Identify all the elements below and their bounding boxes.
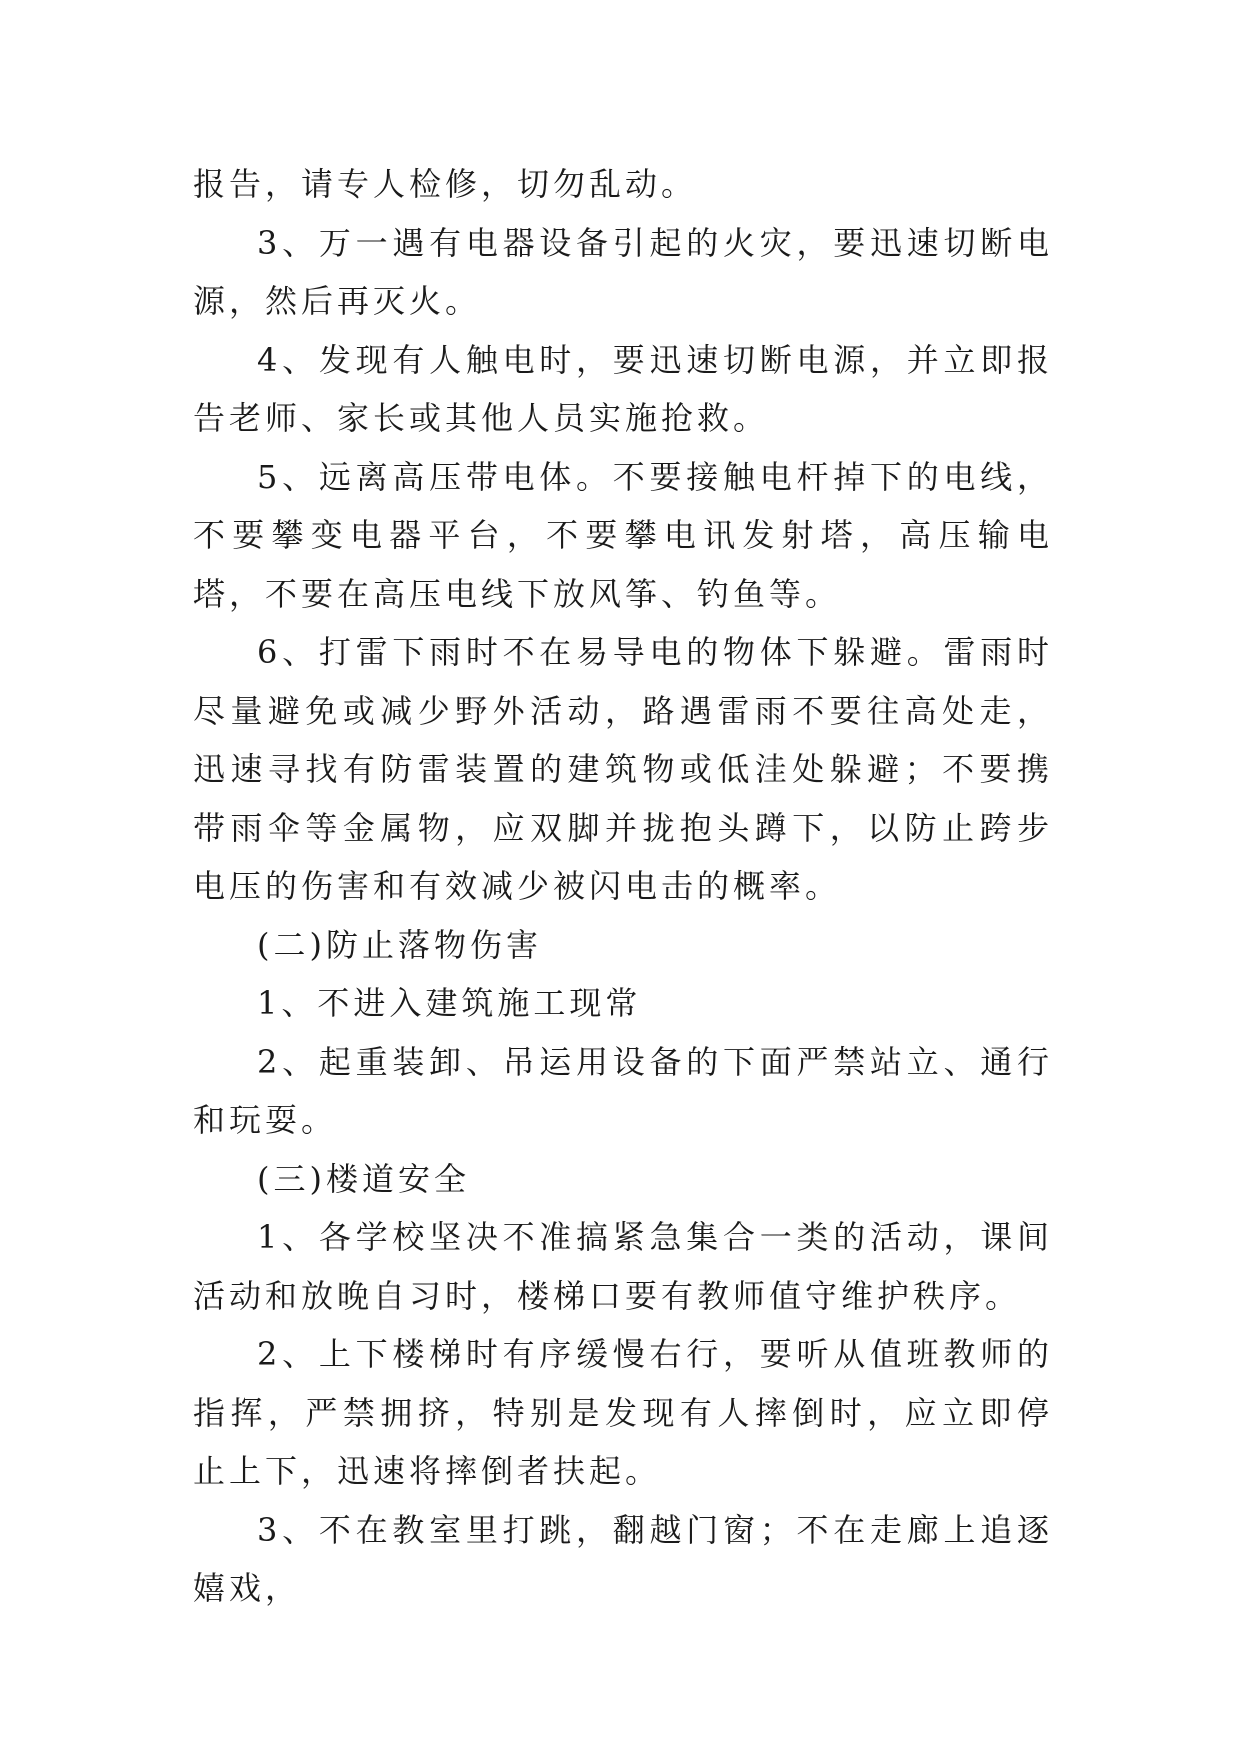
section-heading-falling-objects: (二)防止落物伤害 bbox=[257, 925, 542, 964]
document-body bbox=[193, 155, 1053, 1618]
paragraph-item-stairway-2: 2、上下楼梯时有序缓慢右行，要听从值班教师的指挥，严禁拥挤，特别是发现有人摔倒时，应立即停止上下，迅速将摔倒者扶起。 bbox=[193, 1335, 1053, 1490]
paragraph-item-5: 5、远离高压带电体。不要接触电杆掉下的电线，不要攀变电器平台，不要攀电讯发射塔，高压输电塔，不要在高压电线下放风筝、钓鱼等。 bbox=[193, 457, 1053, 613]
paragraph-item-4: 4、发现有人触电时，要迅速切断电源，并立即报告老师、家长或其他人员实施抢救。 bbox=[193, 340, 1053, 437]
paragraph-item-6: 6、打雷下雨时不在易导电的物体下躲避。雷雨时尽量避免或减少野外活动，路遇雷雨不要往高处走，迅速寻找有防雷装置的建筑物或低洼处躲避；不要携带雨伞等金属物，应双脚并拢抱头蹲下，以防止跨步电压的伤害和有效减少被闪电击的概率。 bbox=[193, 633, 1053, 905]
paragraph-item-falling-2: 2、起重装卸、吊运用设备的下面严禁站立、通行和玩耍。 bbox=[193, 1042, 1053, 1139]
paragraph-item-3: 3、万一遇有电器设备引起的火灾，要迅速切断电源，然后再灭火。 bbox=[193, 223, 1053, 320]
section-heading-stairway-safety: (三)楼道安全 bbox=[257, 1159, 470, 1198]
paragraph-item-falling-1: 1、不进入建筑施工现常 bbox=[257, 984, 642, 1022]
paragraph-continuation: 报告，请专人检修，切勿乱动。 bbox=[193, 165, 698, 203]
paragraph-item-stairway-3: 3、不在教室里打跳，翻越门窗；不在走廊上追逐嬉戏， bbox=[193, 1510, 1053, 1607]
paragraph-item-stairway-1: 1、各学校坚决不准搞紧急集合一类的活动，课间活动和放晚自习时，楼梯口要有教师值守维护秩序。 bbox=[193, 1218, 1053, 1315]
